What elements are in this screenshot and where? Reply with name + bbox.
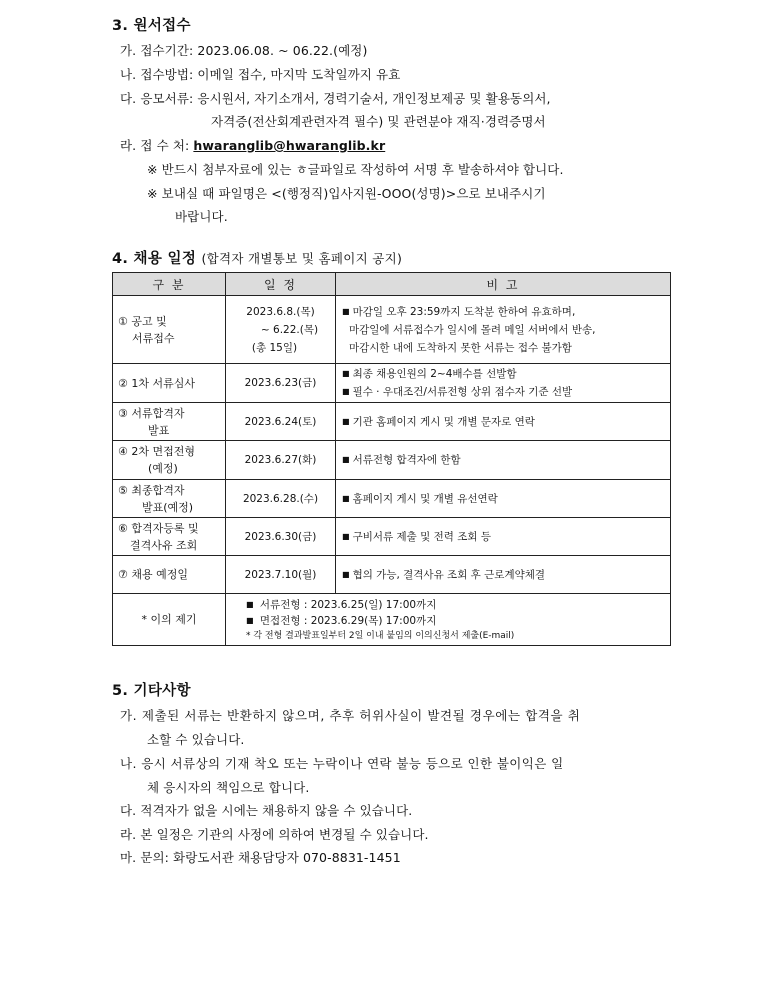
table-row <box>113 518 671 556</box>
other-item-2-cont: 체 응시자의 책임으로 합니다. <box>147 780 310 795</box>
table-row <box>113 296 671 364</box>
other-item-1-cont: 소할 수 있습니다. <box>147 732 245 747</box>
row-category: ⑤ 최종합격자 발표(예정) <box>113 480 226 518</box>
row-date: 2023.7.10(월) <box>226 556 336 594</box>
other-item-4: 라. 본 일정은 기관의 사정에 의하여 변경될 수 있습니다. <box>120 827 429 842</box>
row-category: ④ 2차 면접전형 (예정) <box>113 441 226 480</box>
other-item-5: 마. 문의: 화랑도서관 채용담당자 070-8831-1451 <box>120 850 401 865</box>
other-item-1: 가. 제출된 서류는 반환하지 않으며, 추후 허위사실이 발견될 경우에는 합격을 취 <box>120 708 581 723</box>
table-row-objection <box>113 594 671 646</box>
other-item-2: 나. 응시 서류상의 기재 착오 또는 누락이나 연락 불능 등으로 인한 불이익은 일 <box>120 756 564 771</box>
row-remark: ■ 기관 홈페이지 게시 및 개별 문자로 연락 <box>336 403 671 441</box>
section-4-title <box>112 247 402 268</box>
objection-label: * 이의 제기 <box>113 594 226 646</box>
note-filename: ※ 보내실 때 파일명은 <(행정직)입사지원-OOO(성명)>으로 보내주시기 <box>147 186 546 201</box>
header-category: 구 분 <box>113 273 226 296</box>
row-remark: ■ 마감일 오후 23:59까지 도착분 한하여 유효하며, 마감일에 서류접수가 일시에 몰려 메일 서버에서 반송, 마감시한 내에 도착하지 못한 서류는 접수 불가함 <box>336 296 671 364</box>
required-documents-cont: 자격증(전산회계관련자격 필수) 및 관련분야 재직·경력증명서 <box>211 114 546 129</box>
row-category: ⑥ 합격자등록 및 결격사유 조회 <box>113 518 226 556</box>
row-date: 2023.6.28.(수) <box>226 480 336 518</box>
table-row <box>113 441 671 480</box>
table-row <box>113 403 671 441</box>
objection-details: ■ 서류전형 : 2023.6.25(일) 17:00까지 ■ 면접전형 : 2023.6.29(목) 17:00까지 * 각 전형 결과발표일부터 2일 이내 붙임의 이의신청서 제출(E-mail) <box>226 594 671 646</box>
section-4-subtitle: (합격자 개별통보 및 홈페이지 공지) <box>201 251 403 266</box>
row-remark: ■ 협의 가능, 결격사유 조회 후 근로계약체결 <box>336 556 671 594</box>
row-category: ⑦ 채용 예정일 <box>113 556 226 594</box>
application-method: 나. 접수방법: 이메일 접수, 마지막 도착일까지 유효 <box>120 67 401 82</box>
section-5-title: 5. 기타사항 <box>112 683 191 699</box>
row-remark: ■ 구비서류 제출 및 전력 조회 등 <box>336 518 671 556</box>
table-row <box>113 364 671 403</box>
row-date: 2023.6.24(토) <box>226 403 336 441</box>
email-link[interactable]: hwaranglib@hwaranglib.kr <box>193 138 386 153</box>
submission-address-label: 라. 접 수 처: <box>120 138 194 153</box>
note-filename-cont: 바랍니다. <box>175 209 228 224</box>
required-documents: 다. 응모서류: 응시원서, 자기소개서, 경력기술서, 개인정보제공 및 활용동의서, <box>120 91 551 106</box>
header-remarks: 비 고 <box>336 273 671 296</box>
row-remark: ■ 홈페이지 게시 및 개별 유선연락 <box>336 480 671 518</box>
row-remark: ■ 서류전형 합격자에 한함 <box>336 441 671 480</box>
table-row <box>113 556 671 594</box>
application-period: 가. 접수기간: 2023.06.08. ~ 06.22.(예정) <box>120 43 368 58</box>
row-date: 2023.6.27(화) <box>226 441 336 480</box>
submission-address <box>120 136 385 154</box>
section-3-title: 3. 원서접수 <box>112 18 191 34</box>
header-schedule: 일 정 <box>226 273 336 296</box>
table-header-row <box>113 273 671 296</box>
schedule-table <box>112 272 671 646</box>
row-date: 2023.6.30(금) <box>226 518 336 556</box>
other-item-3: 다. 적격자가 없을 시에는 채용하지 않을 수 있습니다. <box>120 803 413 818</box>
row-category: ① 공고 및 서류접수 <box>113 296 226 364</box>
row-remark: ■ 최종 채용인원의 2~4배수를 선발함 ■ 필수 · 우대조건/서류전형 상위 점수자 기준 선발 <box>336 364 671 403</box>
row-category: ② 1차 서류심사 <box>113 364 226 403</box>
row-category: ③ 서류합격자 발표 <box>113 403 226 441</box>
row-date: 2023.6.8.(목) ~ 6.22.(목) (총 15일) <box>226 296 336 364</box>
note-attachment: ※ 반드시 첨부자료에 있는 ㅎ글파일로 작성하여 서명 후 발송하셔야 합니다. <box>147 162 564 177</box>
row-date: 2023.6.23(금) <box>226 364 336 403</box>
table-row <box>113 480 671 518</box>
section-4-heading: 4. 채용 일정 <box>112 251 197 267</box>
